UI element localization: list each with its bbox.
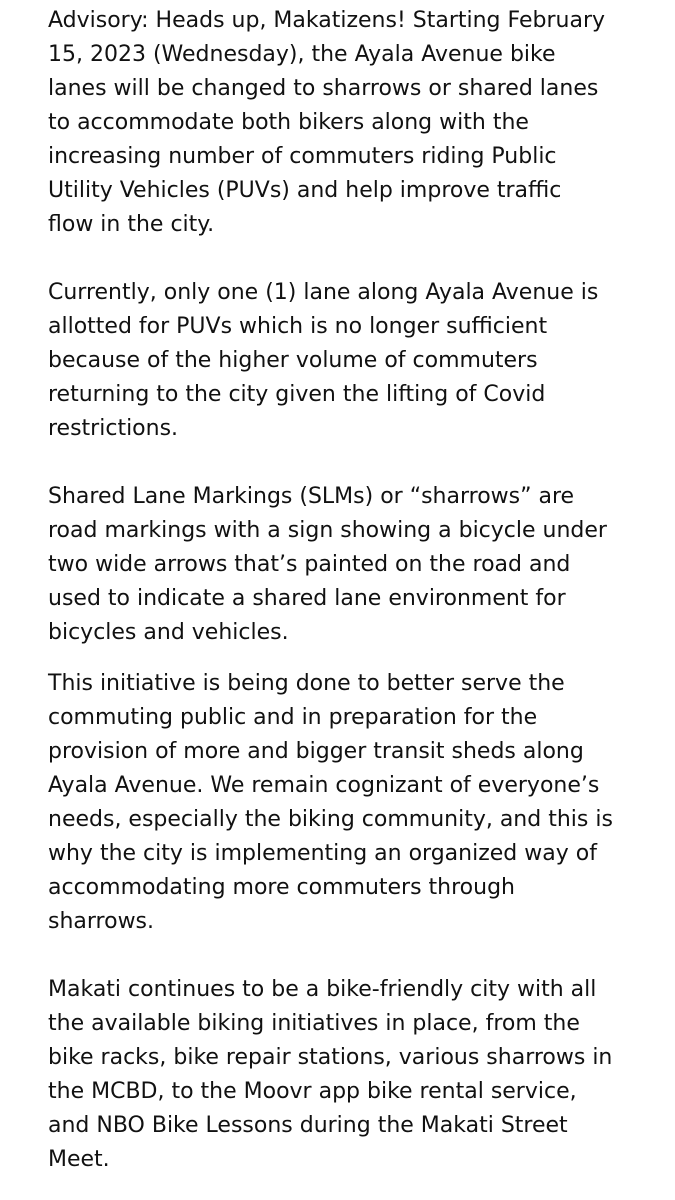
text-line: Ayala Avenue. We remain cognizant of everyone’s bbox=[48, 773, 600, 798]
paragraph-sharrows-definition bbox=[48, 480, 655, 650]
text-line: the available biking initiatives in place, from the bbox=[48, 1011, 580, 1036]
paragraph-advisory bbox=[48, 4, 655, 242]
text-line: two wide arrows that’s painted on the road and bbox=[48, 552, 571, 577]
text-line: sharrows. bbox=[48, 909, 155, 934]
paragraph-initiative bbox=[48, 667, 655, 939]
text-line: bike racks, bike repair stations, various sharrows in bbox=[48, 1045, 613, 1070]
paragraph-gap bbox=[48, 650, 655, 667]
text-line: commuting public and in preparation for the bbox=[48, 705, 538, 730]
text-line: used to indicate a shared lane environment for bbox=[48, 586, 566, 611]
paragraph-current-lane bbox=[48, 276, 655, 446]
paragraph-gap bbox=[48, 446, 655, 480]
text-line: road markings with a sign showing a bicycle under bbox=[48, 518, 607, 543]
text-line: Utility Vehicles (PUVs) and help improve traffic bbox=[48, 178, 562, 203]
text-line: because of the higher volume of commuters bbox=[48, 348, 538, 373]
paragraph-gap bbox=[48, 939, 655, 973]
text-line: Shared Lane Markings (SLMs) or “sharrows” are bbox=[48, 484, 575, 509]
text-line: Advisory: Heads up, Makatizens! Starting February bbox=[48, 8, 606, 33]
text-line: lanes will be changed to sharrows or shared lanes bbox=[48, 76, 599, 101]
text-line: restrictions. bbox=[48, 416, 179, 441]
text-line: provision of more and bigger transit sheds along bbox=[48, 739, 584, 764]
text-line: This initiative is being done to better serve the bbox=[48, 671, 565, 696]
text-line: why the city is implementing an organized way of bbox=[48, 841, 597, 866]
text-line: needs, especially the biking community, and this is bbox=[48, 807, 613, 832]
text-line: returning to the city given the lifting of Covid bbox=[48, 382, 546, 407]
paragraph-gap bbox=[48, 242, 655, 276]
text-line: and NBO Bike Lessons during the Makati Street bbox=[48, 1113, 568, 1138]
text-line: the MCBD, to the Moovr app bike rental service, bbox=[48, 1079, 577, 1104]
text-line: increasing number of commuters riding Public bbox=[48, 144, 557, 169]
text-line: 15, 2023 (Wednesday), the Ayala Avenue bike bbox=[48, 42, 556, 67]
text-line: bicycles and vehicles. bbox=[48, 620, 289, 645]
text-line: Currently, only one (1) lane along Ayala Avenue is bbox=[48, 280, 599, 305]
text-line: flow in the city. bbox=[48, 212, 215, 237]
text-line: Makati continues to be a bike-friendly city with all bbox=[48, 977, 597, 1002]
paragraph-bike-friendly bbox=[48, 973, 655, 1177]
text-line: allotted for PUVs which is no longer sufficient bbox=[48, 314, 548, 339]
text-line: Meet. bbox=[48, 1147, 110, 1172]
text-line: accommodating more commuters through bbox=[48, 875, 515, 900]
text-line: to accommodate both bikers along with the bbox=[48, 110, 529, 135]
